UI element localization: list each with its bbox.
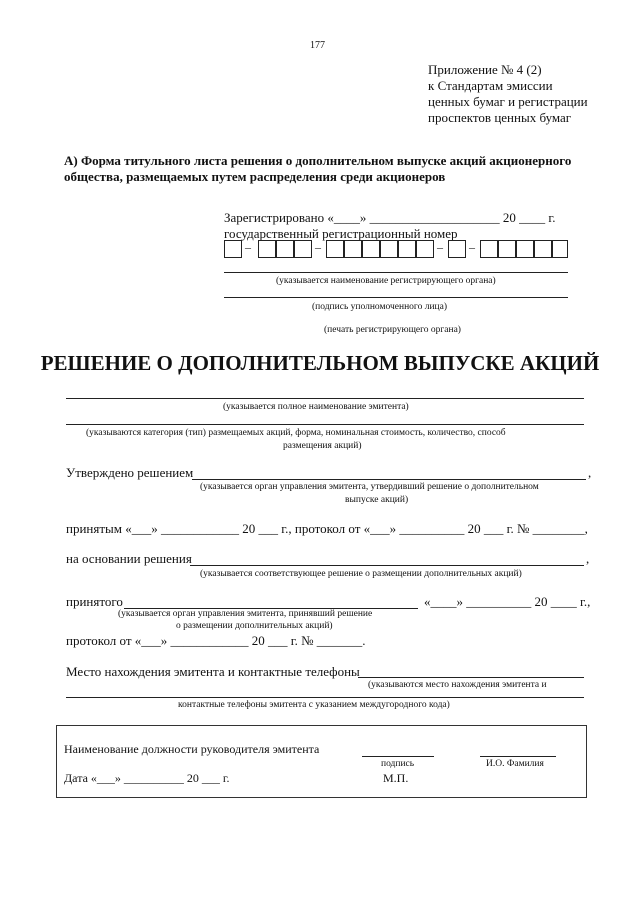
appendix-line-2: к Стандартам эмиссии — [428, 78, 553, 93]
adopted2-caption-line-2: о размещении дополнительных акций) — [176, 621, 333, 631]
registered-line: Зарегистрировано «____» ____________________ 20 ____ г. — [224, 210, 556, 225]
signature-caption: (подпись уполномоченного лица) — [312, 302, 448, 312]
approved-caption-line-1: (указывается орган управления эмитента, утвердивший решение о дополнительном — [200, 482, 539, 492]
location-label: Место нахождения эмитента и контактные телефоны — [66, 664, 360, 679]
signature-date: Дата «___» __________ 20 ___ г. — [64, 771, 230, 785]
category-caption-line-2: размещения акций) — [283, 441, 362, 451]
seal-label: М.П. — [383, 771, 409, 785]
adopted-line: принятым «___» ____________ 20 ___ г., протокол от «___» __________ 20 ___ г. № ________, — [66, 521, 588, 536]
protocol-line: протокол от «___» ____________ 20 ___ г. № _______. — [66, 633, 366, 648]
location-caption-line-2: контактные телефоны эмитента с указанием междугородного кода) — [178, 700, 450, 710]
position-label: Наименование должности руководителя эмитента — [64, 742, 320, 756]
approved-label: Утверждено решением — [66, 465, 194, 480]
document-title: РЕШЕНИЕ О ДОПОЛНИТЕЛЬНОМ ВЫПУСКЕ АКЦИЙ — [40, 351, 600, 375]
approved-caption-line-2: выпуске акций) — [345, 495, 409, 505]
signature-box-name-caption: И.О. Фамилия — [486, 759, 544, 769]
registering-body-caption: (указывается наименование регистрирующего органа) — [276, 276, 496, 286]
adopted2-label: принятого — [66, 594, 123, 609]
signature-box-signature-caption: подпись — [381, 759, 415, 769]
basis-label: на основании решения — [66, 551, 192, 566]
form-heading-line-2: общества, размещаемых путем распределения среди акционеров — [64, 169, 446, 184]
form-heading-line-1: А) Форма титульного листа решения о дополнительном выпуске акций акционерного — [64, 153, 572, 168]
adopted2-caption-line-1: (указывается орган управления эмитента, принявший решение — [118, 609, 373, 619]
seal-caption: (печать регистрирующего органа) — [324, 325, 461, 335]
location-caption-line-1: (указываются место нахождения эмитента и — [368, 680, 547, 690]
appendix-line-3: ценных бумаг и регистрации — [428, 94, 588, 109]
basis-caption: (указывается соответствующее решение о размещении дополнительных акций) — [200, 569, 522, 579]
issuer-caption: (указывается полное наименование эмитента) — [223, 402, 409, 412]
category-caption-line-1: (указываются категория (тип) размещаемых акций, форма, номинальная стоимость, количество, способ — [86, 428, 506, 438]
adopted2-date: «____» __________ 20 ____ г., — [424, 594, 591, 609]
appendix-line-4: проспектов ценных бумаг — [428, 110, 572, 125]
registration-number-label: государственный регистрационный номер — [224, 226, 458, 241]
appendix-line-1: Приложение № 4 (2) — [428, 62, 542, 77]
page-number: 177 — [310, 40, 325, 51]
